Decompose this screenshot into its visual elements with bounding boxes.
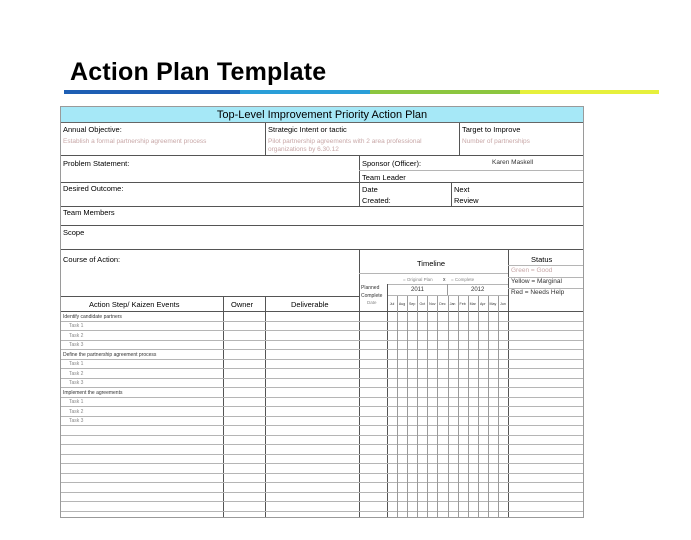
table-row[interactable] xyxy=(61,369,583,379)
table-row[interactable] xyxy=(61,436,583,446)
month-label: Dec xyxy=(439,302,446,306)
strategic-intent-value[interactable]: Pilot partnership agreements with 2 area professional xyxy=(268,138,422,145)
column-owner: Owner xyxy=(231,300,254,309)
form-header: Top-Level Improvement Priority Action Plan xyxy=(61,107,583,123)
sub-task-text: Task 3 xyxy=(69,380,84,386)
month-divider xyxy=(448,296,449,518)
action-step-text: Define the partnership agreement process xyxy=(63,351,157,358)
next-review-label: Next xyxy=(454,185,470,194)
table-row[interactable] xyxy=(61,493,583,503)
month-label: Oct xyxy=(419,302,426,306)
planned-complete-3: Date xyxy=(367,300,377,305)
column-steps: Action Step/ Kaizen Events xyxy=(89,300,180,309)
row-line xyxy=(359,170,583,171)
table-row[interactable] xyxy=(61,483,583,493)
month-label: Aug xyxy=(398,302,406,306)
timeline-label: Timeline xyxy=(417,259,446,268)
month-label: Mar xyxy=(469,302,476,306)
month-label: Sep xyxy=(408,302,416,306)
divider xyxy=(459,123,460,155)
strategic-intent-value-2[interactable]: organizations by 6.30.12 xyxy=(268,146,339,153)
course-of-action-label: Course of Action: xyxy=(63,255,121,264)
problem-statement-label: Problem Statement: xyxy=(63,159,130,168)
table-row[interactable] xyxy=(61,417,583,427)
table-row[interactable] xyxy=(61,341,583,351)
month-label: Jul xyxy=(389,302,395,306)
planned-complete-1: Planned xyxy=(361,285,380,291)
table-row[interactable] xyxy=(61,331,583,341)
table-row[interactable] xyxy=(61,388,583,398)
team-members-label: Team Members xyxy=(63,208,115,217)
table-row[interactable] xyxy=(61,398,583,408)
sub-task-text: Task 2 xyxy=(69,332,84,339)
team-leader-label: Team Leader xyxy=(362,173,406,182)
month-label: Jan xyxy=(449,302,456,306)
table-row[interactable] xyxy=(61,464,583,474)
divider xyxy=(359,155,360,207)
strategic-intent-label: Strategic Intent or tactic xyxy=(268,125,347,134)
status-yellow: Yellow = Marginal xyxy=(511,278,562,285)
month-divider xyxy=(478,296,479,518)
table-row[interactable] xyxy=(61,312,583,322)
row-line xyxy=(61,511,583,512)
table-row[interactable] xyxy=(61,322,583,332)
date-created-label-2: Created: xyxy=(362,196,391,205)
row-line xyxy=(61,206,583,207)
row-line xyxy=(508,265,583,266)
table-row[interactable] xyxy=(61,350,583,360)
table-row[interactable] xyxy=(61,455,583,465)
planned-complete-2: Complete xyxy=(361,293,383,299)
target-value[interactable]: Number of partnerships xyxy=(462,138,530,145)
sub-task-text: Task 1 xyxy=(69,323,84,329)
sponsor-label: Sponsor (Officer): xyxy=(362,159,422,168)
sub-task-text: Task 1 xyxy=(69,361,84,367)
sub-task-text: Task 3 xyxy=(69,342,84,348)
legend-original: = Original Plan xyxy=(403,277,433,282)
month-label: Nov xyxy=(429,302,436,306)
legend-x: x xyxy=(443,277,446,283)
table-row[interactable] xyxy=(61,360,583,370)
divider xyxy=(451,182,452,207)
legend-complete: = Complete xyxy=(451,277,475,282)
action-step-text: Implement the agreements xyxy=(63,389,123,396)
sub-task-text: Task 2 xyxy=(69,408,84,415)
scope-label: Scope xyxy=(63,228,85,237)
desired-outcome-label: Desired Outcome: xyxy=(63,184,124,193)
row-line xyxy=(61,249,583,250)
status-green: Green = Good xyxy=(511,267,553,274)
accent-bar-blue xyxy=(64,90,240,94)
table-row[interactable] xyxy=(61,407,583,417)
accent-bar-green xyxy=(370,90,520,94)
divider xyxy=(447,284,448,295)
month-divider xyxy=(427,296,428,518)
sponsor-value[interactable]: Karen Maskell xyxy=(492,159,534,166)
target-label: Target to Improve xyxy=(462,125,521,134)
accent-bar-yellow xyxy=(520,90,659,94)
annual-objective-label: Annual Objective: xyxy=(63,125,122,134)
month-divider xyxy=(417,296,418,518)
table-row[interactable] xyxy=(61,445,583,455)
next-review-label-2: Review xyxy=(454,196,479,205)
month-divider xyxy=(468,296,469,518)
slide-title: Action Plan Template xyxy=(70,58,327,86)
month-divider xyxy=(498,296,499,518)
column-deliverable: Deliverable xyxy=(291,300,329,309)
month-label: Apr xyxy=(479,302,486,306)
annual-objective-value[interactable]: Establish a formal partnership agreement process xyxy=(63,138,207,145)
month-divider xyxy=(397,296,398,518)
row-line xyxy=(359,273,508,274)
divider xyxy=(265,123,266,155)
sub-task-text: Task 2 xyxy=(69,370,84,377)
month-label: Jun xyxy=(500,302,506,306)
year-2011: 2011 xyxy=(411,287,424,293)
month-divider xyxy=(488,296,489,518)
action-plan-form xyxy=(60,106,584,518)
month-divider xyxy=(407,296,408,518)
row-line xyxy=(61,155,583,156)
month-divider xyxy=(437,296,438,518)
row-line xyxy=(61,296,359,297)
row-line xyxy=(61,225,583,226)
table-row[interactable] xyxy=(61,502,583,512)
month-divider xyxy=(458,296,459,518)
status-red: Red = Needs Help xyxy=(511,289,565,296)
sub-task-text: Task 3 xyxy=(69,418,84,424)
accent-bar-cyan xyxy=(240,90,370,94)
action-step-text: Identify candidate partners xyxy=(63,313,122,320)
sub-task-text: Task 1 xyxy=(69,399,84,405)
table-row[interactable] xyxy=(61,379,583,389)
date-created-label: Date xyxy=(362,185,378,194)
status-label: Status xyxy=(531,255,553,264)
month-label: Feb xyxy=(459,302,466,306)
month-label: May xyxy=(489,302,497,306)
table-row[interactable] xyxy=(61,426,583,436)
table-row[interactable] xyxy=(61,474,583,484)
row-line xyxy=(61,182,583,183)
year-2012: 2012 xyxy=(471,287,485,293)
